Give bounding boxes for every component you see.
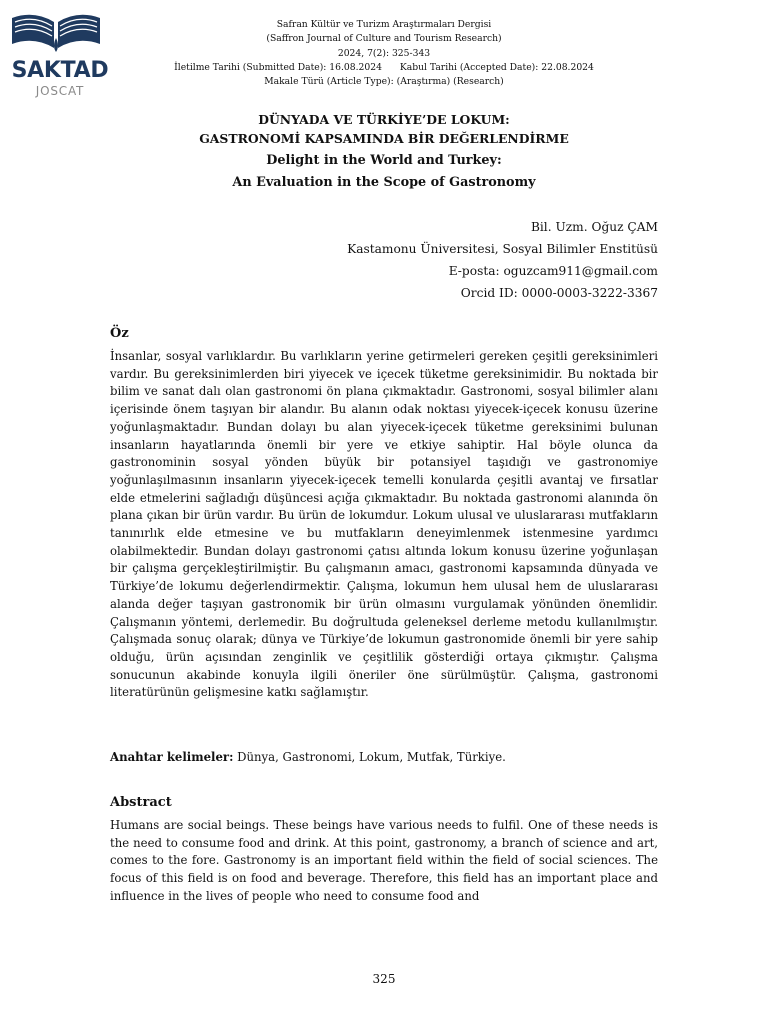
open-book-icon xyxy=(6,8,106,58)
journal-header xyxy=(130,18,638,89)
article-type: Makale Türü (Article Type): (Araştırma) (Research) xyxy=(264,76,504,88)
author-name: Bil. Uzm. Oğuz ÇAM xyxy=(530,220,658,234)
page-number: 325 xyxy=(372,972,396,986)
journal-name-en: (Saffron Journal of Culture and Tourism Research) xyxy=(266,33,502,45)
logo-subtitle: JOSCAT xyxy=(35,84,85,98)
author-affiliation: Kastamonu Üniversitesi, Sosyal Bilimler Enstitüsü xyxy=(347,242,658,256)
title-tr-line2: GASTRONOMİ KAPSAMINDA BİR DEĞERLENDİRME xyxy=(199,131,569,146)
journal-logo xyxy=(6,8,109,98)
keywords-line xyxy=(110,749,658,767)
abstract-heading: Abstract xyxy=(110,795,172,810)
title-en-line2: An Evaluation in the Scope of Gastronomy xyxy=(232,175,536,190)
oz-text: İnsanlar, sosyal varlıklardır. Bu varlıkların yerine getirmeleri gereken çeşitli gereksinimleri vardır. Bu gereksinimlerden biri yiyecek ve içecek tüketme gereksinimidir. Bu noktada bir bilim ve sanat dalı olan gastronomi ön plana çıkmaktadır. Gastronomi, sosyal bilimler alanı içerisinde önem taşıyan bir alandır. Bu alanın odak noktası yiyecek-içecek konusu üzerine yoğunlaşmaktadır. Bundan dolayı bu alan yiyecek-içecek tüketme gereksinimi bulunan insanların hayatlarında önemli bir yere ve etkiye sahiptir. Hal böyle olunca da gastronominin sosyal yönden büyük bir potansiyel taşıdığı ve gastronomiye yoğunlaşılmasının insanların yiyecek-içecek temelli konularda çeşitli avantaj ve fırsatlar elde etmelerini sağladığı düşüncesi açığa çıkmaktadır. Bu noktada gastronomi alanında ön plana çıkan bir ürün vardır. Bu ürün de lokumdur. Lokum ulusal ve uluslararası mutfakların tanınırlık elde etmesine ve bu mutfakların deneyimlenmek istenmesine yardımcı olabilmektedir. Bundan dolayı gastronomi çatısı altında lokum konusu üzerine yoğunlaşan bir çalışma gerçekleştirilmiştir. Bu çalışmanın amacı, gastronomi kapsamında dünyada ve Türkiye’de lokumu değerlendirmektir. Çalışma, lokumun hem ulusal hem de uluslararası alanda değer taşıyan gastronomik bir ürün olmasını vurgulamak yönünden önemlidir. Çalışmanın yöntemi, derlemedir. Bu doğrultuda geleneksel derleme metodu kullanılmıştır. Çalışmada sonuç olarak; dünya ve Türkiye’de lokumun gastronomide önemli bir yere sahip olduğu, ürün açısından zenginlik ve çeşitlilik gösterdiği ortaya çıkmıştır. Çalışma sonucunun akabinde konuyla ilgili öneriler öne sürülmüştür. Çalışma, gastronomi literatürünün gelişmesine katkı sağlamıştır. xyxy=(110,349,658,700)
title-tr-line1: DÜNYADA VE TÜRKİYE’DE LOKUM: xyxy=(258,112,510,127)
journal-volume: 2024, 7(2): 325-343 xyxy=(337,47,431,59)
abstract-text: Humans are social beings. These beings have various needs to fulfil. One of these needs is the need to consume food and drink. At this point, gastronomy, a branch of science and art, comes to the fore. Gastronomy is an important field within the field of social sciences. The focus of this field is on food and beverage. Therefore, this field has an important place and influence in the lives of people who need to consume food and xyxy=(110,818,658,903)
logo-name: SAKTAD xyxy=(11,58,109,83)
accepted-date: Kabul Tarihi (Accepted Date): 22.08.2024 xyxy=(399,61,594,73)
journal-dates xyxy=(130,61,638,75)
article-titles xyxy=(110,110,658,194)
keywords-list: Dünya, Gastronomi, Lokum, Mutfak, Türkiye. xyxy=(233,750,506,764)
oz-heading: Öz xyxy=(110,326,129,341)
author-email[interactable]: E-posta: oguzcam911@gmail.com xyxy=(448,264,658,278)
title-en-line1: Delight in the World and Turkey: xyxy=(266,153,502,168)
keywords-label: Anahtar kelimeler: xyxy=(110,750,234,764)
journal-name-tr: Safran Kültür ve Turizm Araştırmaları Dergisi xyxy=(276,19,492,30)
submitted-date: İletilme Tarihi (Submitted Date): 16.08.2024 xyxy=(174,61,382,73)
author-orcid[interactable]: Orcid ID: 0000-0003-3222-3367 xyxy=(460,286,658,300)
author-block xyxy=(347,216,658,304)
